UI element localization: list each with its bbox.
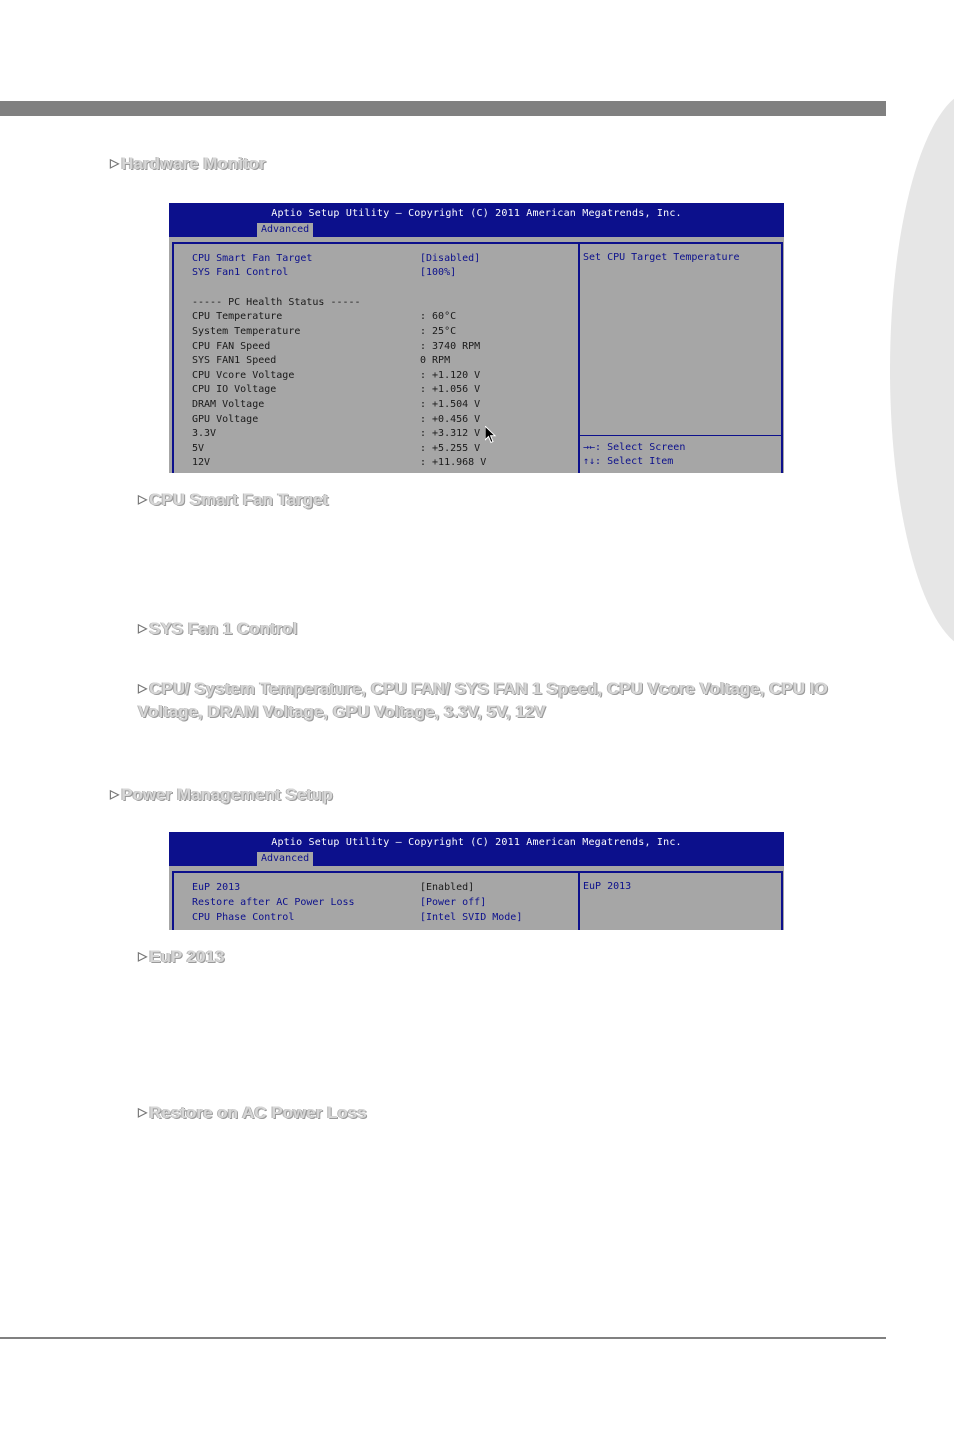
setting-row-cpu-phase-control[interactable] [174, 911, 578, 925]
top-header-rule [0, 101, 886, 116]
setting-value: [Intel SVID Mode] [420, 912, 523, 923]
status-row: GPU Voltage : +0.456 V [192, 414, 481, 425]
bios-screen-power-management [169, 832, 784, 930]
status-row: 5V : +5.255 V [192, 443, 481, 454]
help-text: Set CPU Target Temperature [583, 252, 740, 263]
status-row: System Temperature : 25°C [192, 326, 457, 337]
status-row: CPU FAN Speed : 3740 RPM [192, 341, 481, 352]
status-row: DRAM Voltage : +1.504 V [192, 399, 481, 410]
key-hint-select-item: ↑↓: Select Item [583, 456, 674, 467]
bios-settings-panel [172, 871, 580, 930]
tab-advanced[interactable]: Advanced [257, 852, 313, 866]
status-row: CPU Temperature : 60°C [192, 311, 457, 322]
triangle-bullet-icon: ▷ [110, 787, 120, 801]
side-chapter-tab [890, 90, 954, 650]
status-row: SYS FAN1 Speed 0 RPM [192, 355, 451, 366]
setting-row-eup-2013[interactable] [174, 881, 578, 895]
setting-row-sys-fan1-control[interactable] [174, 266, 578, 280]
setting-value: [Power off] [420, 897, 487, 908]
setting-value: [Enabled] [420, 882, 475, 893]
triangle-bullet-icon: ▷ [138, 492, 148, 506]
key-hint-select-screen: →←: Select Screen [583, 442, 686, 453]
bios-help-panel [578, 242, 783, 473]
setting-label: SYS Fan1 Control [192, 267, 289, 278]
setting-label: CPU Smart Fan Target [192, 253, 313, 264]
bios-title: Aptio Setup Utility – Copyright (C) 2011 American Megatrends, Inc. [271, 837, 682, 848]
triangle-bullet-icon: ▷ [138, 681, 148, 695]
triangle-bullet-icon: ▷ [138, 621, 148, 635]
help-divider [580, 435, 781, 436]
bios-title-bar [169, 832, 784, 866]
setting-label: EuP 2013 [192, 882, 241, 893]
tab-advanced[interactable]: Advanced [257, 223, 313, 237]
status-row: 3.3V : +3.312 V [192, 428, 481, 439]
bios-help-panel [578, 871, 783, 930]
pc-health-status-header: ----- PC Health Status ----- [192, 297, 361, 308]
status-row: CPU IO Voltage : +1.056 V [192, 384, 481, 395]
triangle-bullet-icon: ▷ [138, 949, 148, 963]
setting-row-cpu-smart-fan-target[interactable] [174, 252, 578, 266]
heading-restore-ac-power-loss: ▷ Restore on AC Power Loss [138, 1103, 367, 1122]
triangle-bullet-icon: ▷ [110, 156, 120, 170]
setting-label: Restore after AC Power Loss [192, 897, 355, 908]
heading-hardware-monitor: ▷ Hardware Monitor [110, 154, 266, 173]
heading-eup-2013: ▷ EuP 2013 [138, 947, 225, 966]
bios-title-bar [169, 203, 784, 237]
status-row: 12V : +11.968 V [192, 457, 487, 468]
setting-value: [Disabled] [420, 253, 481, 264]
setting-label: CPU Phase Control [192, 912, 295, 923]
setting-value: [100%] [420, 267, 457, 278]
bios-title: Aptio Setup Utility – Copyright (C) 2011 American Megatrends, Inc. [271, 208, 682, 219]
bios-screen-hardware-monitor [169, 203, 784, 473]
bottom-footer-rule [0, 1337, 886, 1339]
status-row: CPU Vcore Voltage : +1.120 V [192, 370, 481, 381]
heading-voltages: ▷ CPU/ System Temperature, CPU FAN/ SYS FAN 1 Speed, CPU Vcore Voltage, CPU IO Voltage, DRAM Voltage, GPU Voltage, 3.3V, 5V, 12V [138, 679, 828, 721]
help-text: EuP 2013 [583, 881, 632, 892]
heading-power-management: ▷ Power Management Setup [110, 785, 333, 804]
mouse-pointer-icon [485, 426, 497, 444]
setting-row-restore-after-ac-power-loss[interactable] [174, 896, 578, 910]
bios-settings-panel [172, 242, 580, 473]
triangle-bullet-icon: ▷ [138, 1105, 148, 1119]
heading-cpu-smart-fan-target: ▷ CPU Smart Fan Target [138, 490, 329, 509]
heading-sys-fan1-control: ▷ SYS Fan 1 Control [138, 619, 298, 638]
